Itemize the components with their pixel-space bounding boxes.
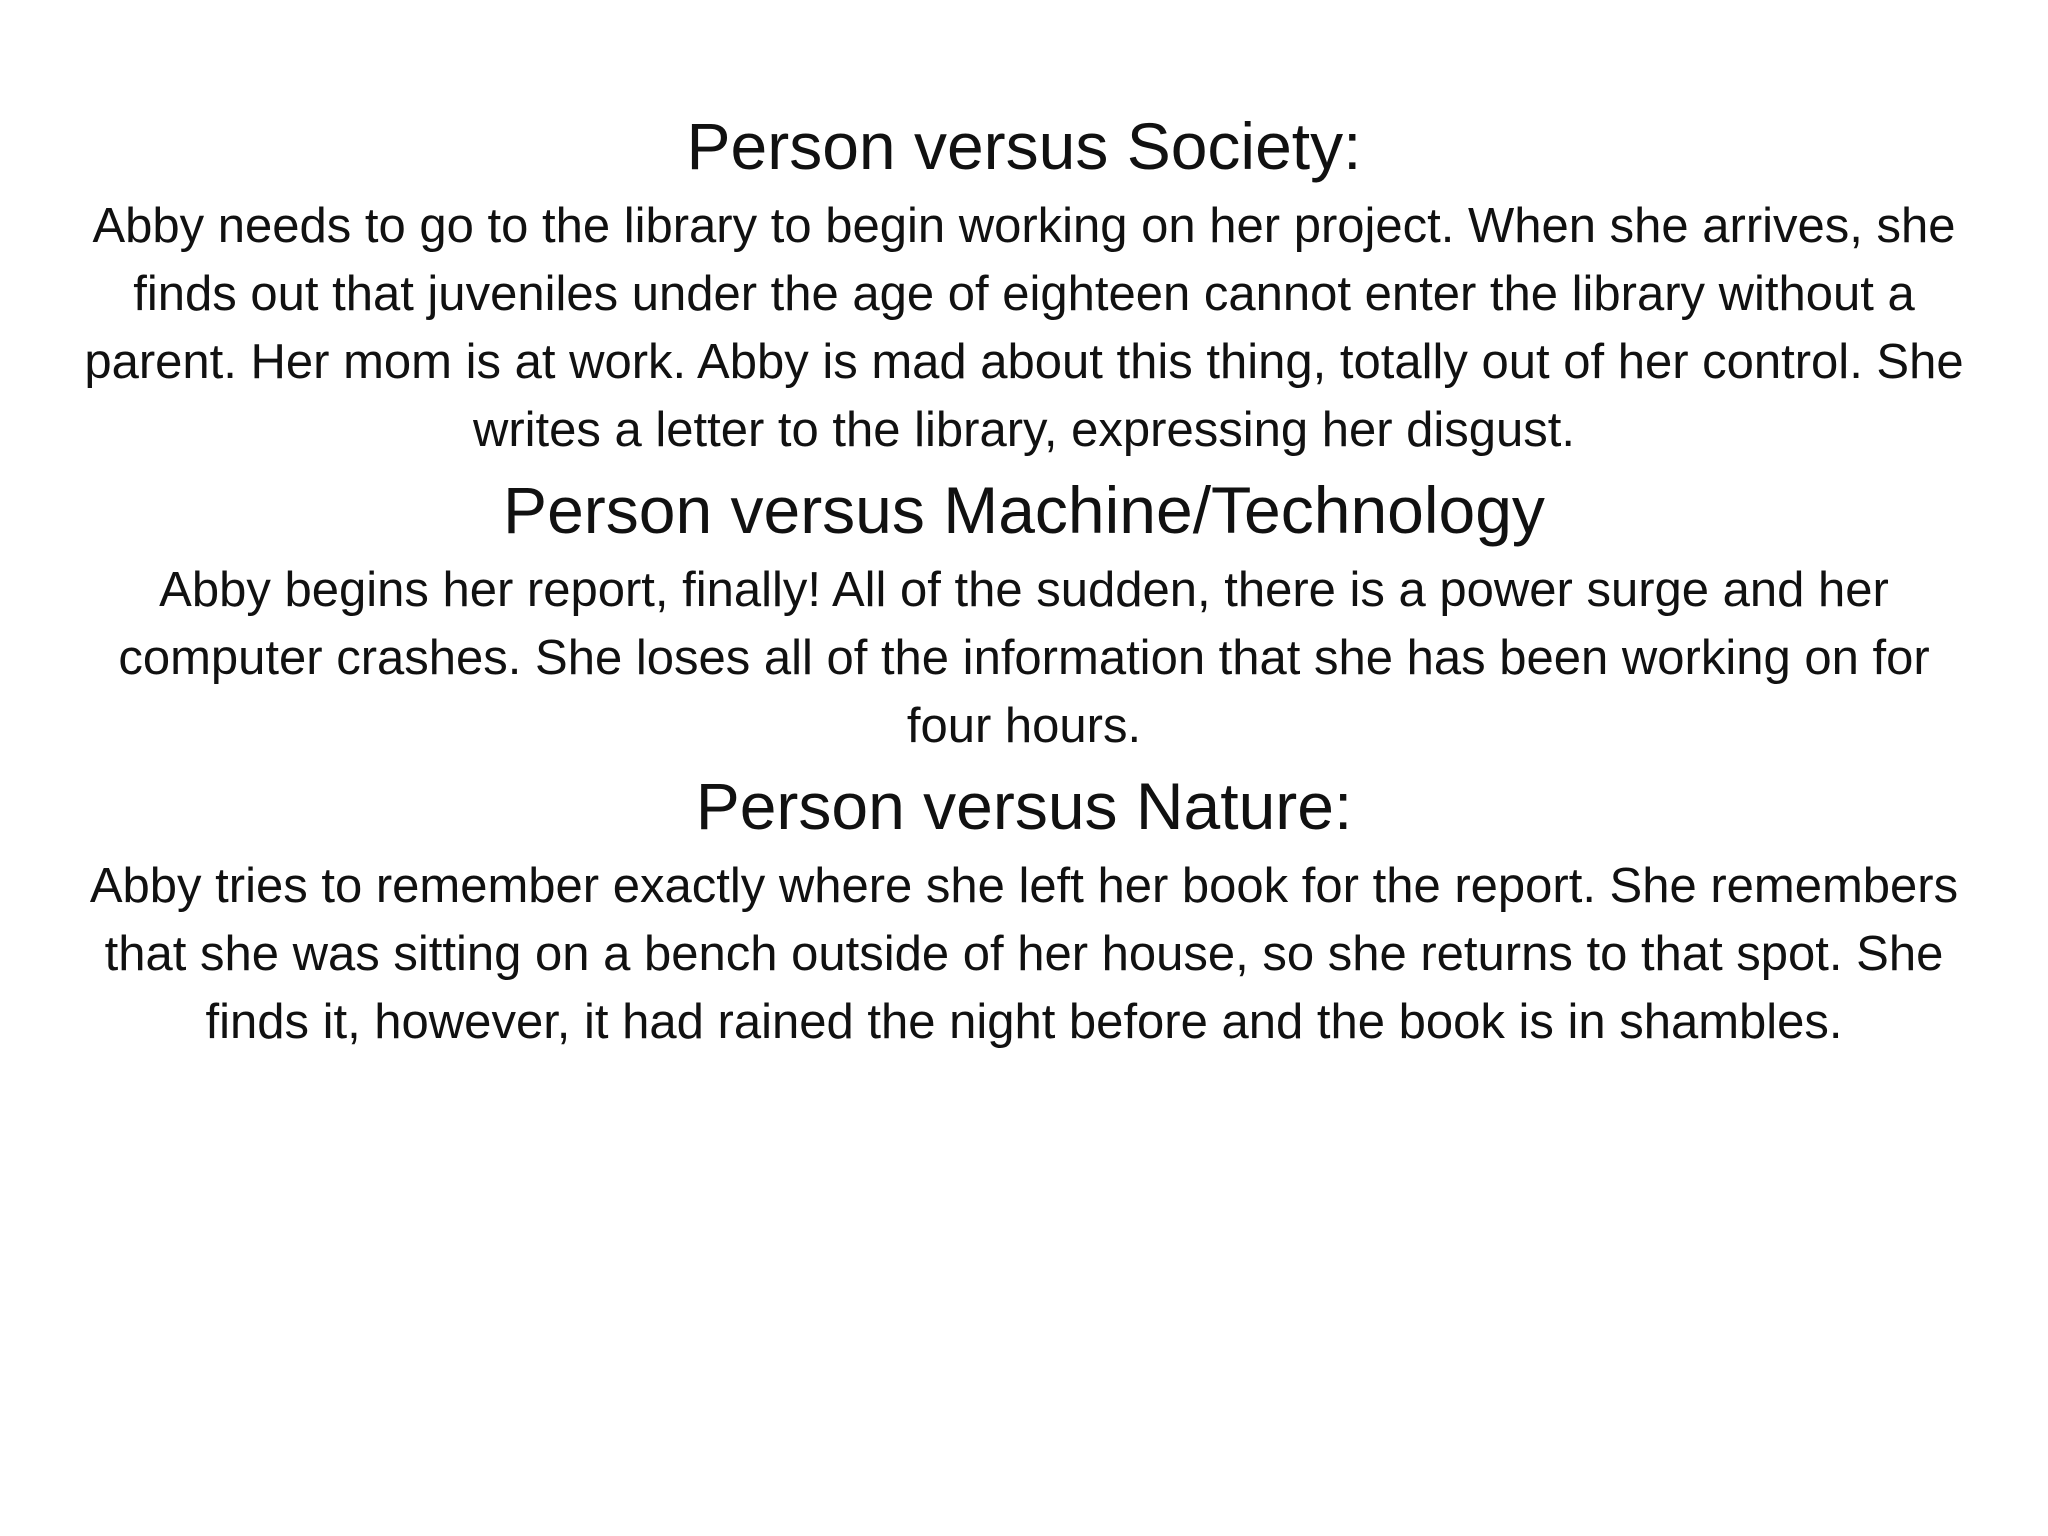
heading-person-vs-machine: Person versus Machine/Technology xyxy=(503,473,1545,547)
section-person-vs-nature xyxy=(60,760,1988,1056)
paragraph-person-vs-nature: Abby tries to remember exactly where she left her book for the report. She remembers that she was sitting on a bench outside of her house, so she returns to that spot. She finds it, however, it had rained the night before and the book is in shambles. xyxy=(89,859,1959,1049)
heading-person-vs-society: Person versus Society: xyxy=(686,109,1362,183)
section-person-vs-machine xyxy=(60,464,1988,760)
section-person-vs-society xyxy=(60,100,1988,464)
heading-person-vs-nature: Person versus Nature: xyxy=(695,769,1353,843)
paragraph-person-vs-society: Abby needs to go to the library to begin working on her project. When she arrives, she finds out that juveniles under the age of eighteen cannot enter the library without a parent. Her mom is at work. Abby is mad about this thing, totally out of her control. She writes a letter to the library, expressing her disgust. xyxy=(84,199,1964,457)
paragraph-person-vs-machine: Abby begins her report, finally! All of the sudden, there is a power surge and her computer crashes. She loses all of the information that she has been working on for four hours. xyxy=(118,563,1930,753)
